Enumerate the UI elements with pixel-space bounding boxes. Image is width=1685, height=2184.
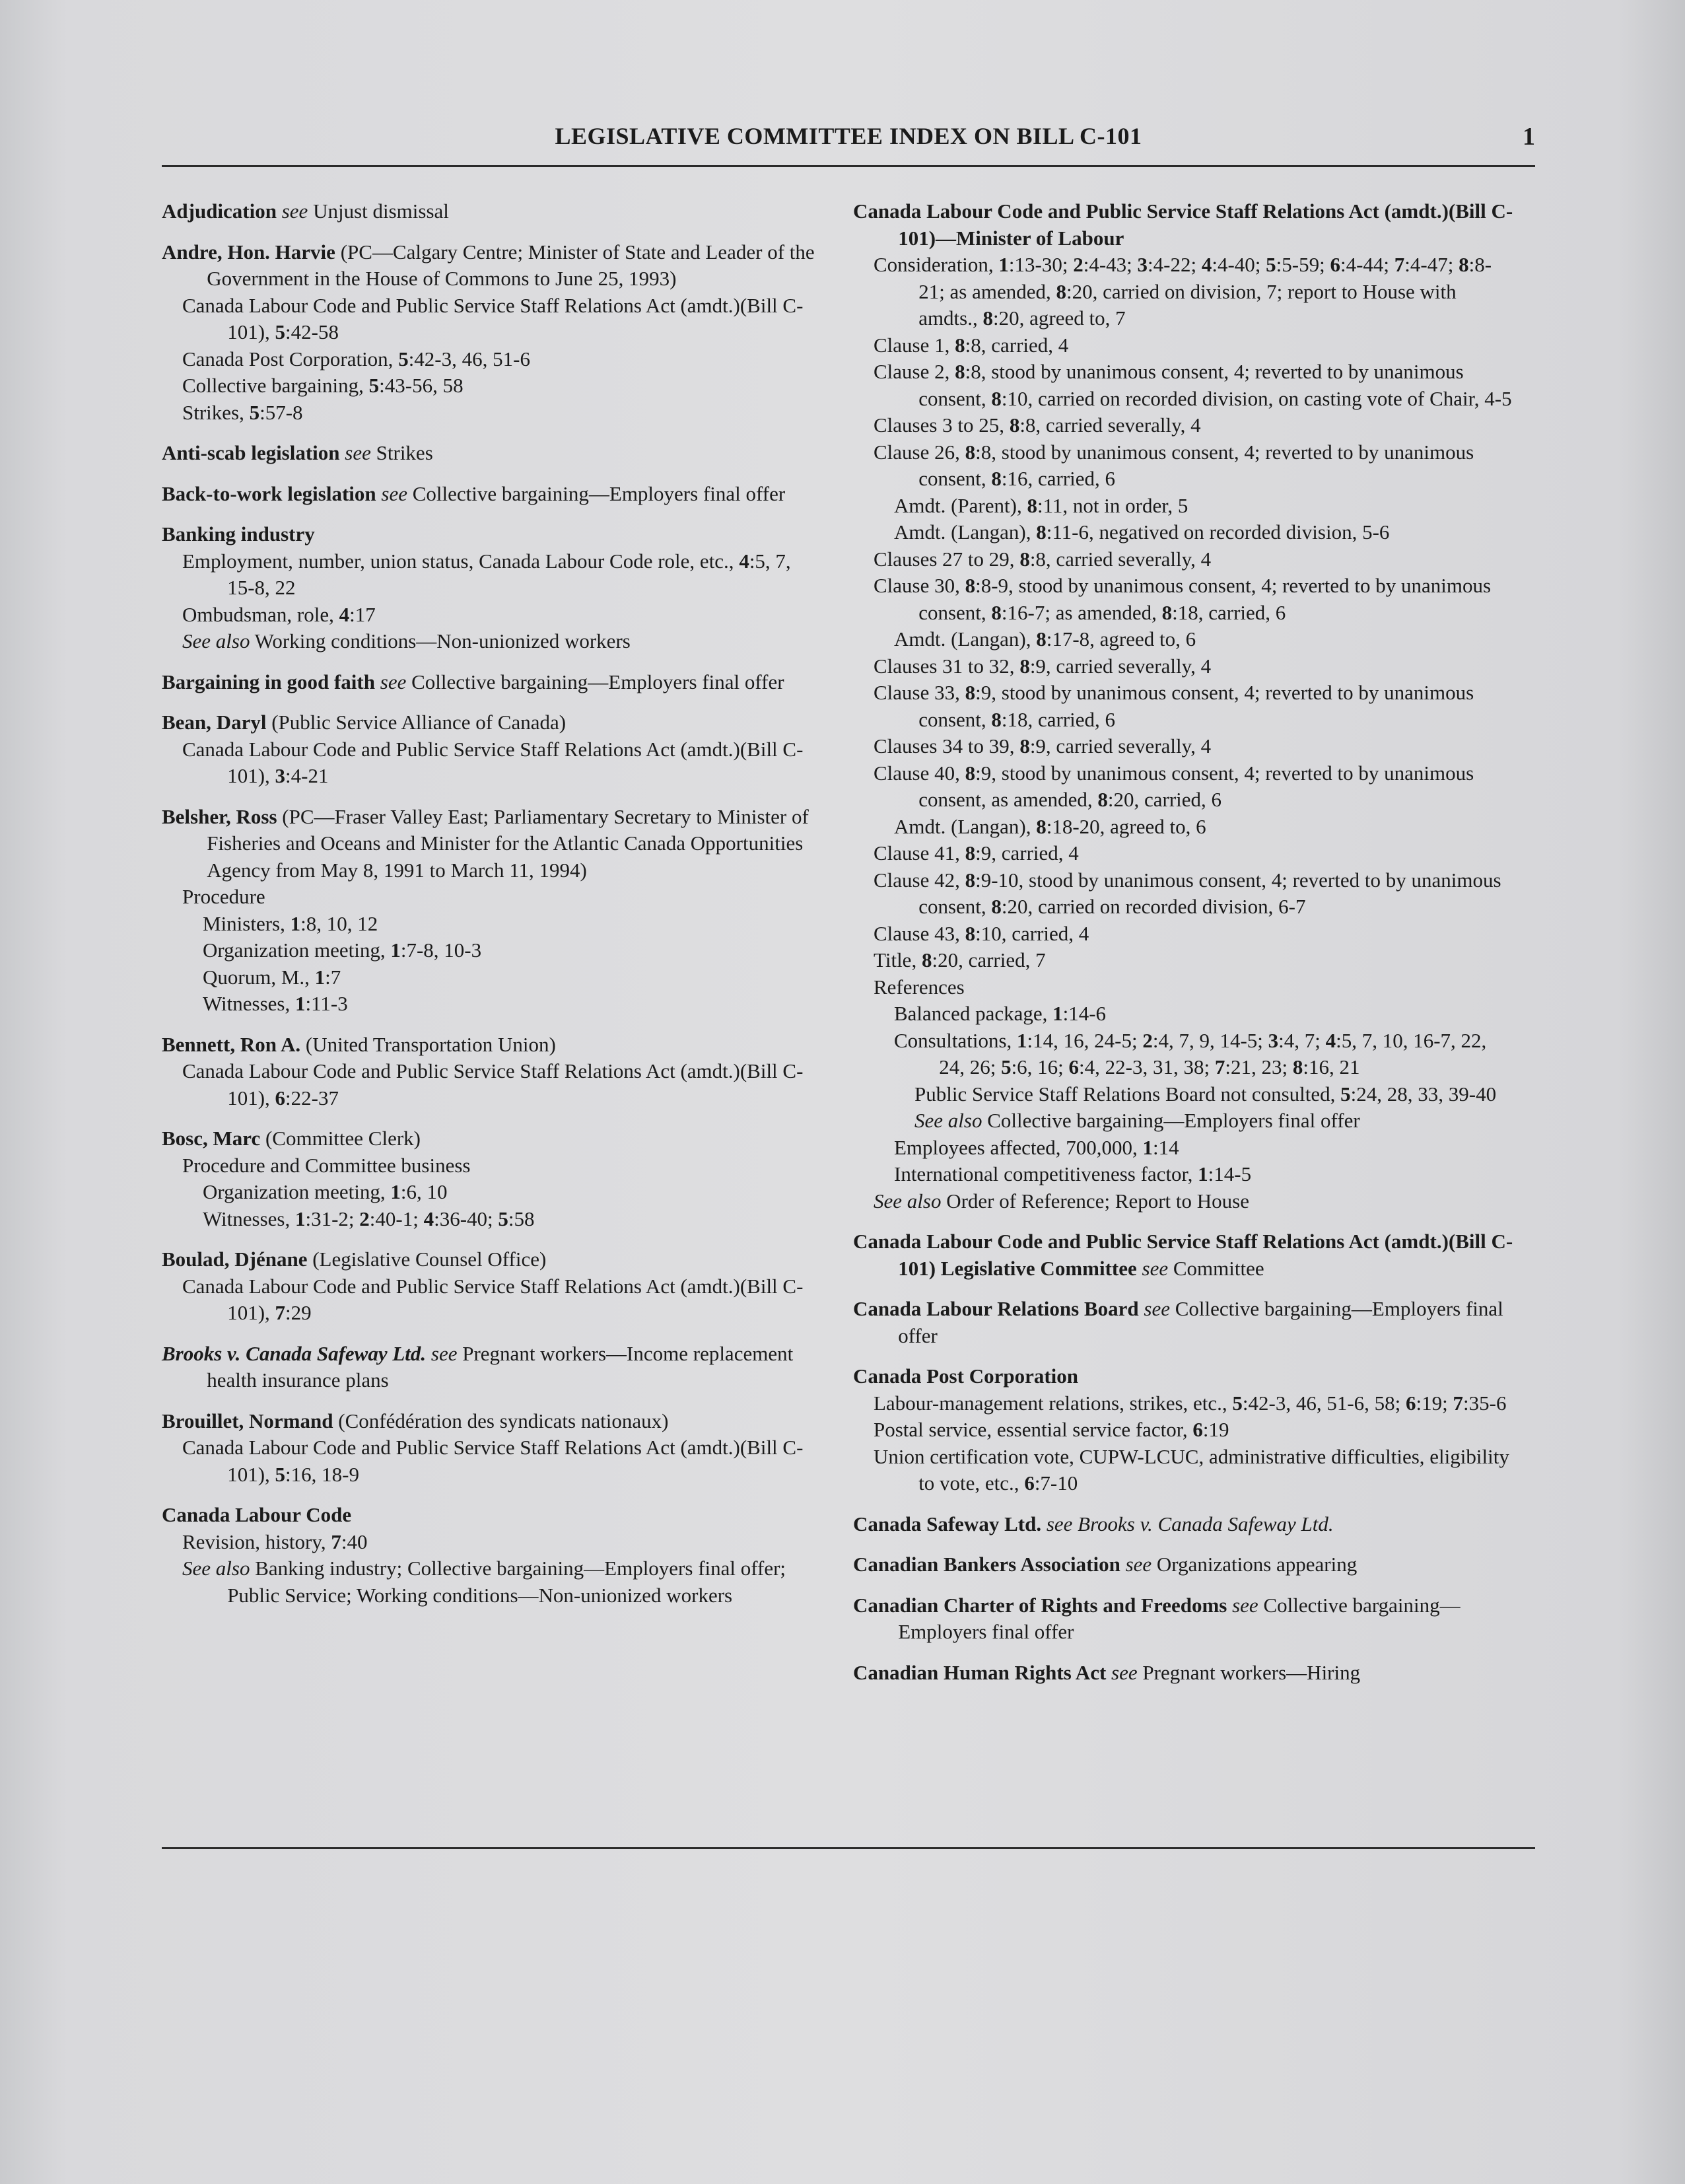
index-entry [162,1246,822,1327]
index-heading: Banking industry [162,522,315,546]
index-subentry: Postal service, essential service factor, 6:19 [874,1418,1229,1441]
page-header [162,122,1535,159]
index-subentry: See also Collective bargaining—Employers final offer [914,1109,1360,1132]
index-heading: Andre, Hon. Harvie (PC—Calgary Centre; Minister of State and Leader of the Government in the House of Commons to June 25, 1993) [162,240,815,290]
index-subentry: Revision, history, 7:40 [182,1530,368,1553]
index-subentry: Ministers, 1:8, 10, 12 [203,911,378,935]
index-heading: Bean, Daryl (Public Service Alliance of Canada) [162,711,567,734]
index-subentry: Public Service Staff Relations Board not consulted, 5:24, 28, 33, 39-40 [914,1082,1497,1106]
index-subentry: Canada Labour Code and Public Service Staff Relations Act (amdt.)(Bill C-101), 7:29 [182,1274,804,1324]
index-subentry: Amdt. (Langan), 8:18-20, agreed to, 6 [894,814,1206,838]
index-entry [162,1502,822,1609]
index-heading: Belsher, Ross (PC—Fraser Valley East; Parliamentary Secretary to Minister of Fisheries and Oceans and Minister for the Atlantic Canada Opportunities Agency from May 8, 1991 to March 11, 1994) [162,804,809,882]
index-subentry: Procedure [182,885,265,908]
right-column [853,198,1513,1700]
index-subentry: Witnesses, 1:31-2; 2:40-1; 4:36-40; 5:58 [203,1207,535,1230]
index-subentry: Clause 41, 8:9, carried, 4 [874,841,1079,864]
index-entry [162,521,822,655]
index-entry [853,1363,1513,1497]
index-subentry: Collective bargaining, 5:43-56, 58 [182,374,464,397]
page-title: LEGISLATIVE COMMITTEE INDEX ON BILL C-101 [555,123,1142,149]
index-subentry: Clause 43, 8:10, carried, 4 [874,921,1089,945]
index-subentry: References [874,975,965,999]
index-entry [853,1511,1513,1538]
index-subentry: Clause 30, 8:8-9, stood by unanimous consent, 4; reverted to by unanimous consent, 8:16-7; as amended, 8:18, carried, 6 [874,574,1492,624]
index-heading: Bennett, Ron A. (United Transportation Union) [162,1032,556,1056]
index-entry [162,1408,822,1489]
index-entry [853,1660,1513,1687]
index-subentry: Amdt. (Langan), 8:17-8, agreed to, 6 [894,627,1196,651]
index-heading: Canada Labour Code and Public Service Staff Relations Act (amdt.)(Bill C-101)—Minister of Labour [853,199,1513,250]
index-subentry: Balanced package, 1:14-6 [894,1002,1107,1025]
index-subentry: Strikes, 5:57-8 [182,400,303,424]
index-subentry: Amdt. (Parent), 8:11, not in order, 5 [894,493,1188,517]
index-subentry: Clause 26, 8:8, stood by unanimous consent, 4; reverted to by unanimous consent, 8:16, carried, 6 [874,440,1474,490]
index-heading: Canadian Human Rights Act see Pregnant workers—Hiring [853,1660,1361,1684]
index-heading: Canada Labour Code [162,1503,352,1526]
index-subentry: Consultations, 1:14, 16, 24-5; 2:4, 7, 9, 14-5; 3:4, 7; 4:5, 7, 10, 16-7, 22, 24, 26; 5:6, 16; 6:4, 22-3, 31, 38; 7:21, 23; 8:16, 21 [894,1028,1487,1078]
index-heading: Bargaining in good faith see Collective bargaining—Employers final offer [162,670,784,693]
index-subentry: See also Order of Reference; Report to House [874,1189,1249,1213]
index-heading: Bosc, Marc (Committee Clerk) [162,1127,421,1150]
index-entry [162,669,822,696]
left-column [162,198,822,1623]
index-subentry: Canada Post Corporation, 5:42-3, 46, 51-6 [182,347,530,370]
index-entry [853,1228,1513,1282]
index-heading: Brooks v. Canada Safeway Ltd. see Pregnant workers—Income replacement health insurance plans [162,1341,794,1391]
index-subentry: Employment, number, union status, Canada Labour Code role, etc., 4:5, 7, 15-8, 22 [182,549,791,599]
index-subentry: Canada Labour Code and Public Service Staff Relations Act (amdt.)(Bill C-101), 5:16, 18-9 [182,1436,804,1486]
index-subentry: Canada Labour Code and Public Service Staff Relations Act (amdt.)(Bill C-101), 6:22-37 [182,1059,804,1110]
index-subentry: Amdt. (Langan), 8:11-6, negatived on recorded division, 5-6 [894,520,1390,544]
index-subentry: Clauses 34 to 39, 8:9, carried severally, 4 [874,734,1212,757]
index-entry [853,198,1513,1215]
index-heading: Canada Labour Code and Public Service Staff Relations Act (amdt.)(Bill C-101) Legislative Committee see Committee [853,1230,1513,1280]
index-subentry: Clause 40, 8:9, stood by unanimous consent, 4; reverted to by unanimous consent, as amended, 8:20, carried, 6 [874,761,1474,811]
index-subentry: Clause 42, 8:9-10, stood by unanimous consent, 4; reverted to by unanimous consent, 8:20, carried on recorded division, 6-7 [874,868,1501,918]
index-subentry: Organization meeting, 1:7-8, 10-3 [203,938,482,962]
index-entry [162,804,822,1018]
index-subentry: Clauses 27 to 29, 8:8, carried severally, 4 [874,547,1212,571]
index-entry [162,481,822,508]
index-subentry: Clause 33, 8:9, stood by unanimous consent, 4; reverted to by unanimous consent, 8:18, carried, 6 [874,681,1474,731]
footer-rule [162,1847,1535,1849]
index-heading: Canada Labour Relations Board see Collective bargaining—Employers final offer [853,1297,1503,1347]
index-entry [162,1032,822,1112]
index-heading: Canadian Bankers Association see Organizations appearing [853,1553,1358,1576]
index-subentry: Witnesses, 1:11-3 [203,992,348,1015]
index-subentry: Consideration, 1:13-30; 2:4-43; 3:4-22; 4:4-40; 5:5-59; 6:4-44; 7:4-47; 8:8-21; as amended, 8:20, carried on division, 7; report to House with amdts., 8:20, agreed to, 7 [874,253,1492,330]
index-entry [162,709,822,790]
index-subentry: Clauses 31 to 32, 8:9, carried severally, 4 [874,654,1212,678]
index-heading: Canada Safeway Ltd. see Brooks v. Canada Safeway Ltd. [853,1512,1334,1535]
index-subentry: International competitiveness factor, 1:14-5 [894,1162,1252,1185]
index-subentry: Clause 1, 8:8, carried, 4 [874,333,1069,357]
index-heading: Canada Post Corporation [853,1364,1079,1388]
index-subentry: Title, 8:20, carried, 7 [874,948,1046,971]
index-subentry: Canada Labour Code and Public Service Staff Relations Act (amdt.)(Bill C-101), 3:4-21 [182,737,804,787]
index-entry [853,1592,1513,1646]
index-subentry: Employees affected, 700,000, 1:14 [894,1135,1179,1159]
index-subentry: Clause 2, 8:8, stood by unanimous consent, 4; reverted to by unanimous consent, 8:10, carried on recorded division, on casting vote of Chair, 4-5 [874,360,1512,410]
index-subentry: Union certification vote, CUPW-LCUC, administrative difficulties, eligibility to vote, etc., 6:7-10 [874,1444,1509,1495]
index-subentry: See also Working conditions—Non-unionized workers [182,629,631,652]
index-heading: Anti-scab legislation see Strikes [162,441,433,464]
index-subentry: Canada Labour Code and Public Service Staff Relations Act (amdt.)(Bill C-101), 5:42-58 [182,293,804,343]
page-number: 1 [1523,123,1535,151]
header-rule [162,165,1535,167]
index-subentry: Labour-management relations, strikes, etc., 5:42-3, 46, 51-6, 58; 6:19; 7:35-6 [874,1391,1507,1415]
index-entry [853,1296,1513,1349]
index-entry [162,1341,822,1394]
index-entry [162,239,822,427]
index-subentry: Clauses 3 to 25, 8:8, carried severally, 4 [874,413,1201,437]
index-heading: Canadian Charter of Rights and Freedoms see Collective bargaining—Employers final offer [853,1593,1461,1643]
index-heading: Brouillet, Normand (Confédération des syndicats nationaux) [162,1409,669,1432]
index-entry [162,1125,822,1232]
index-heading: Back-to-work legislation see Collective bargaining—Employers final offer [162,481,786,505]
index-subentry: Ombudsman, role, 4:17 [182,602,376,626]
index-heading: Boulad, Djénane (Legislative Counsel Office) [162,1248,547,1271]
index-entry [162,440,822,467]
index-entry [853,1551,1513,1578]
index-subentry: See also Banking industry; Collective bargaining—Employers final offer; Public Service; Working conditions—Non-unionized workers [182,1557,786,1607]
index-subentry: Procedure and Committee business [182,1153,471,1177]
index-entry [162,198,822,225]
index-subentry: Organization meeting, 1:6, 10 [203,1180,448,1203]
index-heading: Adjudication see Unjust dismissal [162,199,449,223]
index-subentry: Quorum, M., 1:7 [203,965,341,989]
